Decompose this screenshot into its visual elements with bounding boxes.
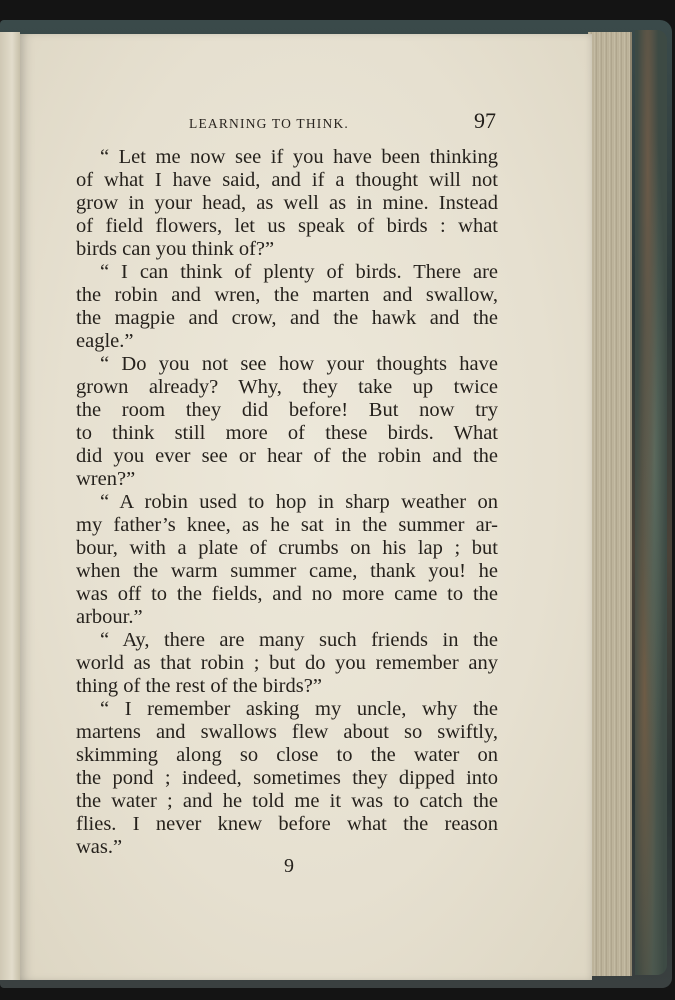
text-line: arbour.” xyxy=(76,606,143,628)
text-line: wren?” xyxy=(76,468,136,490)
text-line: “ Do you not see how your thoughts have xyxy=(100,353,498,375)
text-line: martens and swallows flew about so swiftly, xyxy=(76,721,498,743)
text-line: “ A robin used to hop in sharp weather on xyxy=(100,491,498,513)
text-line: “ Ay, there are many such friends in the xyxy=(100,629,498,651)
text-line: birds can you think of?” xyxy=(76,238,275,260)
facing-page-edge xyxy=(0,32,20,980)
text-line: “ I can think of plenty of birds. There are xyxy=(100,261,498,283)
text-line: the pond ; indeed, sometimes they dipped into xyxy=(76,767,498,789)
text-line: my father’s knee, as he sat in the summer ar- xyxy=(76,514,498,536)
text-line: grown already? Why, they take up twice xyxy=(76,376,498,398)
text-line: when the warm summer came, thank you! he xyxy=(76,560,498,582)
text-line: eagle.” xyxy=(76,330,134,352)
text-line: thing of the rest of the birds?” xyxy=(76,675,322,697)
signature-mark: 9 xyxy=(284,855,294,877)
text-line: of what I have said, and if a thought will not xyxy=(76,169,498,191)
text-line: skimming along so close to the water on xyxy=(76,744,498,766)
text-line: grow in your head, as well as in mine. Instead xyxy=(76,192,498,214)
text-line: was.” xyxy=(76,836,123,858)
running-title: LEARNING TO THINK. xyxy=(189,116,349,131)
text-line: of field flowers, let us speak of birds : what xyxy=(76,215,498,237)
text-line: “ Let me now see if you have been thinking xyxy=(100,146,498,168)
text-line: world as that robin ; but do you remember any xyxy=(76,652,498,674)
page-stack-edge xyxy=(588,32,632,976)
text-line: did you ever see or hear of the robin and the xyxy=(76,445,498,467)
marbled-page-edge xyxy=(635,30,667,975)
text-line: the water ; and he told me it was to catch the xyxy=(76,790,498,812)
text-line: flies. I never knew before what the reason xyxy=(76,813,498,835)
text-line: the robin and wren, the marten and swallow, xyxy=(76,284,498,306)
text-line: the magpie and crow, and the hawk and the xyxy=(76,307,498,329)
page-number: 97 xyxy=(474,108,496,133)
text-line: was off to the fields, and no more came to the xyxy=(76,583,498,605)
text-line: bour, with a plate of crumbs on his lap ; but xyxy=(76,537,498,559)
text-line: to think still more of these birds. What xyxy=(76,422,498,444)
text-line: “ I remember asking my uncle, why the xyxy=(100,698,498,720)
text-line: the room they did before! But now try xyxy=(76,399,498,421)
